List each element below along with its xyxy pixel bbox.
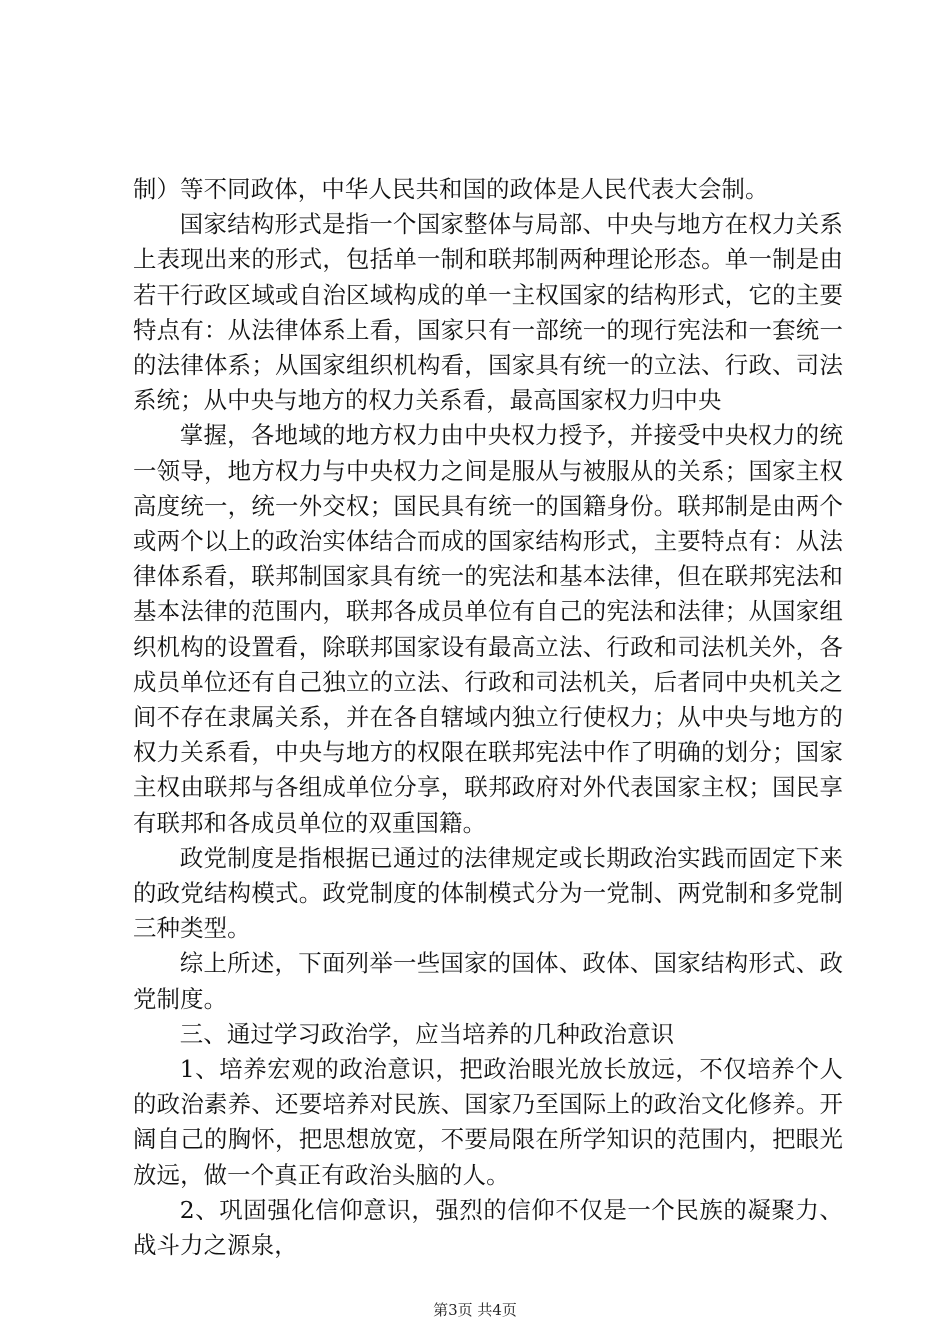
paragraph-federal-system: 掌握，各地域的地方权力由中央权力授予，并接受中央权力的统一领导，地方权力与中央权力之间是服从与被服从的关系；国家主权高度统一，统一外交权；国民具有统一的国籍身份。联邦制是由两个或两个以上的政治实体结合而成的国家结构形式，主要特点有：从法律体系看，联邦制国家具有统一的宪法和基本法律，但在联邦宪法和基本法律的范围内，联邦各成员单位有自己的宪法和法律；从国家组织机构的设置看，除联邦国家设有最高立法、行政和司法机关外，各成员单位还有自己独立的立法、行政和司法机关，后者同中央机关之间不存在隶属关系，并在各自辖域内独立行使权力；从中央与地方的权力关系看，中央与地方的权限在联邦宪法中作了明确的划分；国家主权由联邦与各组成单位分享，联邦政府对外代表国家主权；国民享有联邦和各成员单位的双重国籍。 bbox=[133, 421, 843, 837]
page-number-footer: 第3页 共4页 bbox=[433, 1301, 517, 1319]
section-heading-political-awareness: 三、通过学习政治学，应当培养的几种政治意识 bbox=[179, 1019, 675, 1048]
paragraph-state-structure: 国家结构形式是指一个国家整体与局部、中央与地方在权力关系上表现出来的形式，包括单一制和联邦制两种理论形态。单一制是由若干行政区域或自治区域构成的单一主权国家的结构形式，它的主要特点有：从法律体系上看，国家只有一部统一的现行宪法和一套统一的法律体系；从国家组织机构看，国家具有统一的立法、行政、司法系统；从中央与地方的权力关系看，最高国家权力归中央 bbox=[133, 210, 843, 415]
paragraph-summary: 综上所述，下面列举一些国家的国体、政体、国家结构形式、政党制度。 bbox=[133, 949, 843, 1013]
document-body bbox=[133, 172, 843, 1263]
paragraph-item-1: 1、培养宏观的政治意识，把政治眼光放长放远，不仅培养个人的政治素养、还要培养对民族、国家乃至国际上的政治文化修养。开阔自己的胸怀，把思想放宽，不要局限在所学知识的范围内，把眼光放远，做一个真正有政治头脑的人。 bbox=[133, 1055, 843, 1189]
paragraph-continued-polity: 制）等不同政体，中华人民共和国的政体是人民代表大会制。 bbox=[133, 175, 769, 203]
paragraph-party-system: 政党制度是指根据已通过的法律规定或长期政治实践而固定下来的政党结构模式。政党制度的体制模式分为一党制、两党制和多党制三种类型。 bbox=[133, 843, 843, 943]
paragraph-item-2: 2、巩固强化信仰意识，强烈的信仰不仅是一个民族的凝聚力、战斗力之源泉， bbox=[133, 1195, 843, 1260]
